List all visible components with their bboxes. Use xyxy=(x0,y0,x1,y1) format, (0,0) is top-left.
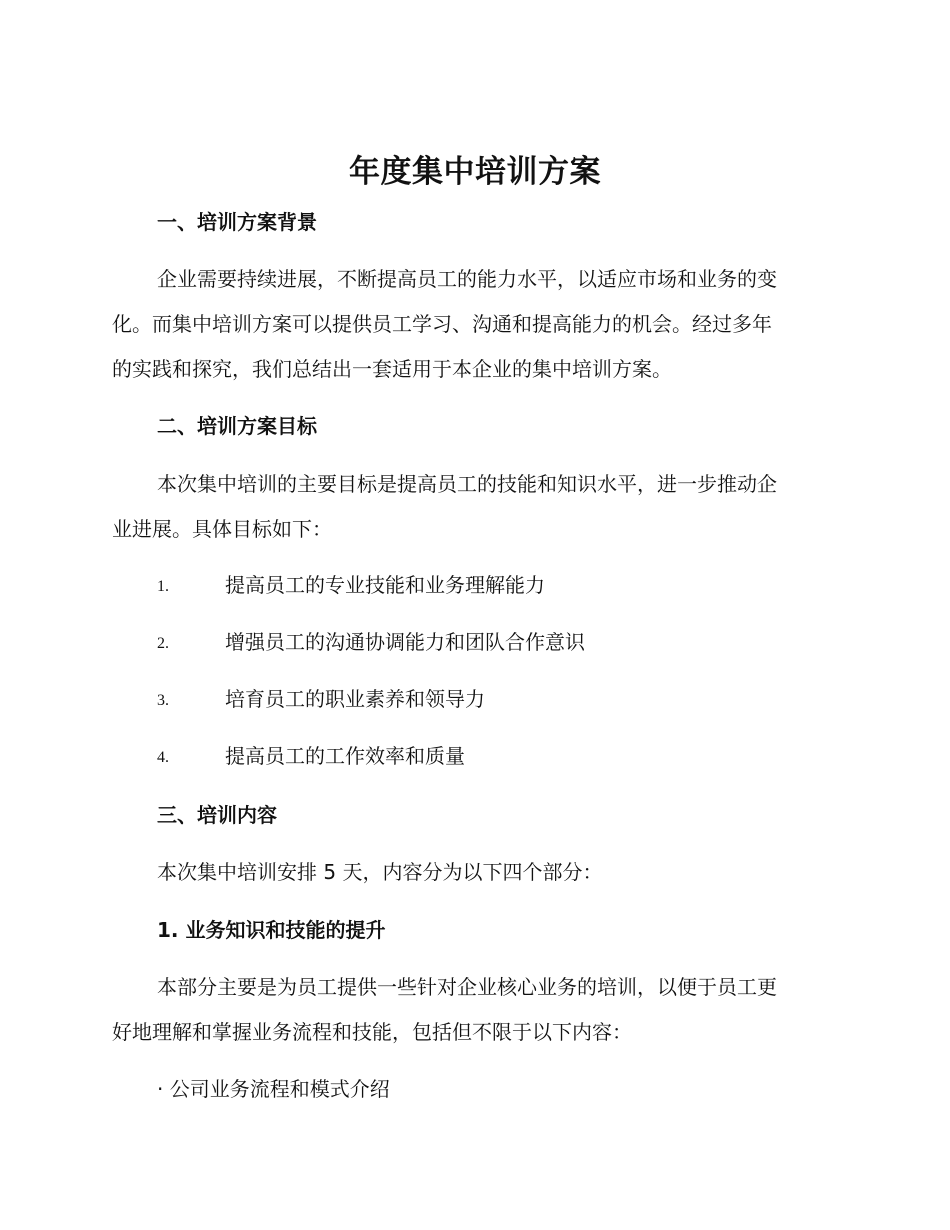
paragraph-line: 本部分主要是为员工提供一些针对企业核心业务的培训，以便于员工更 xyxy=(157,975,777,999)
list-item-number: 4. xyxy=(157,749,169,766)
section-heading-goals: 二、培训方案目标 xyxy=(157,414,317,438)
list-item-text: 增强员工的沟通协调能力和团队合作意识 xyxy=(225,630,585,654)
list-item-number: 2. xyxy=(157,635,169,652)
paragraph-line: 化。而集中培训方案可以提供员工学习、沟通和提高能力的机会。经过多年 xyxy=(112,312,772,336)
section-heading-background: 一、培训方案背景 xyxy=(157,210,317,234)
list-item-number: 1. xyxy=(157,578,169,595)
list-item-text: 培育员工的职业素养和领导力 xyxy=(225,687,485,711)
paragraph-line: 业进展。具体目标如下： xyxy=(112,517,332,541)
list-item-text: 提高员工的专业技能和业务理解能力 xyxy=(225,573,545,597)
document-title: 年度集中培训方案 xyxy=(349,154,601,190)
paragraph-line: 本次集中培训安排 5 天，内容分为以下四个部分： xyxy=(157,860,603,884)
paragraph-line: 的实践和探究，我们总结出一套适用于本企业的集中培训方案。 xyxy=(112,357,672,381)
list-item-number: 3. xyxy=(157,692,169,709)
section-heading-content: 三、培训内容 xyxy=(157,803,277,827)
bullet-item: · 公司业务流程和模式介绍 xyxy=(157,1077,390,1101)
paragraph-line: 企业需要持续进展，不断提高员工的能力水平，以适应市场和业务的变 xyxy=(157,267,777,291)
subsection-heading: 1. 业务知识和技能的提升 xyxy=(157,918,386,942)
paragraph-line: 本次集中培训的主要目标是提高员工的技能和知识水平，进一步推动企 xyxy=(157,472,777,496)
list-item-text: 提高员工的工作效率和质量 xyxy=(225,744,465,768)
paragraph-line: 好地理解和掌握业务流程和技能，包括但不限于以下内容： xyxy=(112,1020,632,1044)
